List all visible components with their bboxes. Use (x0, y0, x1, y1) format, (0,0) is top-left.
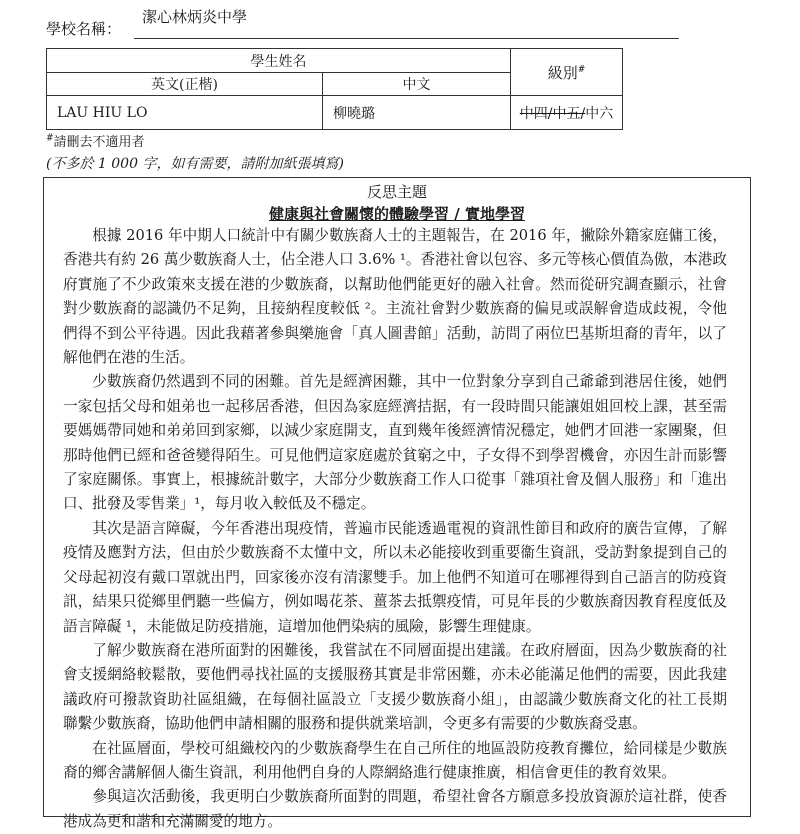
school-name-label: 學校名稱： (46, 20, 122, 38)
chinese-name-col-header: 中文 (323, 73, 511, 96)
reflection-subtitle (44, 203, 750, 224)
level-value (511, 96, 623, 130)
student-info-table (46, 48, 623, 130)
school-name-value: 潔心林炳炎中學 (142, 8, 248, 26)
essay-paragraph: 根據 2016 年中期人口統計中有關少數族裔人士的主題報告，在 2016 年，撇除外籍家庭傭工後，香港共有約 26 萬少數族裔人士，佔全港人口 3.6% ¹。香港社會以包容、多元等核心價值為傲，本港政府實施了不少政策來支援在港的少數族裔，以幫助他們能更好的融入社會。然而從研究調查顯示，社會對少數族裔的認識仍不足夠，且接納程度較低 ²。主流社會對少數族裔的偏見或誤解會造成歧視，令他們得不到公平待遇。因此我藉著參與樂施會「真人圖書館」活動，訪問了兩位巴基斯坦裔的青年，以了解他們在港的生活。 (63, 227, 727, 367)
strike-note-text: 請刪去不適用者 (53, 135, 145, 150)
essay-paragraph: 在社區層面，學校可組織校內的少數族裔學生在自己所住的地區設防疫教育攤位，給同樣是少數族裔的鄉舍講解個人衞生資訊，利用他們自身的人際網絡進行健康推廣，相信會更佳的教育效果。 (63, 739, 727, 781)
school-name-underline (134, 38, 679, 39)
reflection-box (43, 177, 751, 830)
school-name-row (46, 4, 646, 40)
length-note: (不多於 1 000 字，如有需要，請附加紙張填寫) (46, 156, 344, 172)
english-name-col-header: 英文(正楷) (47, 73, 323, 96)
reflection-subtitle-text: 健康與社會關懷的體驗學習 / 實地學習 (269, 205, 525, 223)
essay-paragraph: 其次是語言障礙，今年香港出現疫情，普遍市民能透過電視的資訊性節目和政府的廣告宣傳，了解疫情及應對方法，但由於少數族裔不太懂中文，所以未必能接收到重要衞生資訊，受訪對象提到自己的父母起初沒有戴口罩就出門，回家後亦沒有清潔雙手。加上他們不知道可在哪裡得到自己語言的防疫資訊，結果只從鄉里們聽一些偏方，例如喝花茶、薑茶去抵禦疫情，可見年長的少數族裔因教育程度低及語言障礙 ¹，未能做足防疫措施，這增加他們染病的風險，影響生理健康。 (63, 519, 727, 635)
strike-note-mark: # (46, 133, 54, 144)
strike-note (46, 131, 145, 150)
essay-paragraph: 了解少數族裔在港所面對的困難後，我嘗試在不同層面提出建議。在政府層面，因為少數族裔的社會支援網絡較鬆散，要他們尋找社區的支援服務其實是非常困難，亦未必能滿足他們的需要，因此我建議政府可撥款資助社區組織，在每個社區設立「支援少數族裔小組」，由認識少數族裔文化的社工長期聯繫少數族裔，協助他們申請相關的服務和提供就業培訓，令更多有需要的少數族裔受惠。 (63, 641, 727, 733)
reflection-title: 反思主題 (366, 183, 427, 201)
level-header (511, 49, 623, 96)
essay-paragraph: 少數族裔仍然遇到不同的困難。首先是經濟困難，其中一位對象分享到自己爺爺到港居住後，她們一家包括父母和姐弟也一起移居香港，但因為家庭經濟拮据，有一段時間只能讓姐姐回校上課，甚至需要媽媽帶同她和弟弟回到家鄉，以減少家庭開支，直到幾年後經濟情況穩定，她們才回港一家團聚，但那時他們已經和爸爸變得陌生。可見他們這家庭處於貧窮之中，子女得不到學習機會，亦因生計而影響了家庭關係。事實上，根據統計數字，大部分少數族裔工作人口從事「雜項社會及個人服務」和「進出口、批發及零售業」¹，每月收入較低及不穩定。 (63, 373, 727, 513)
reflection-body (63, 224, 727, 834)
level-struck-options: 中四/中五/ (519, 105, 586, 122)
level-header-label: 級別 (547, 63, 578, 82)
chinese-name-value: 柳曉璐 (323, 96, 511, 130)
level-selected-option: 中六 (585, 105, 614, 122)
level-header-mark: # (577, 64, 586, 75)
student-name-header: 學生姓名 (47, 49, 511, 73)
essay-paragraph: 參與這次活動後，我更明白少數族裔所面對的問題，希望社會各方願意多投放資源於這社群，使香港成為更和諧和充滿關愛的地方。 (63, 788, 727, 830)
english-name-value: LAU HIU LO (47, 96, 323, 130)
